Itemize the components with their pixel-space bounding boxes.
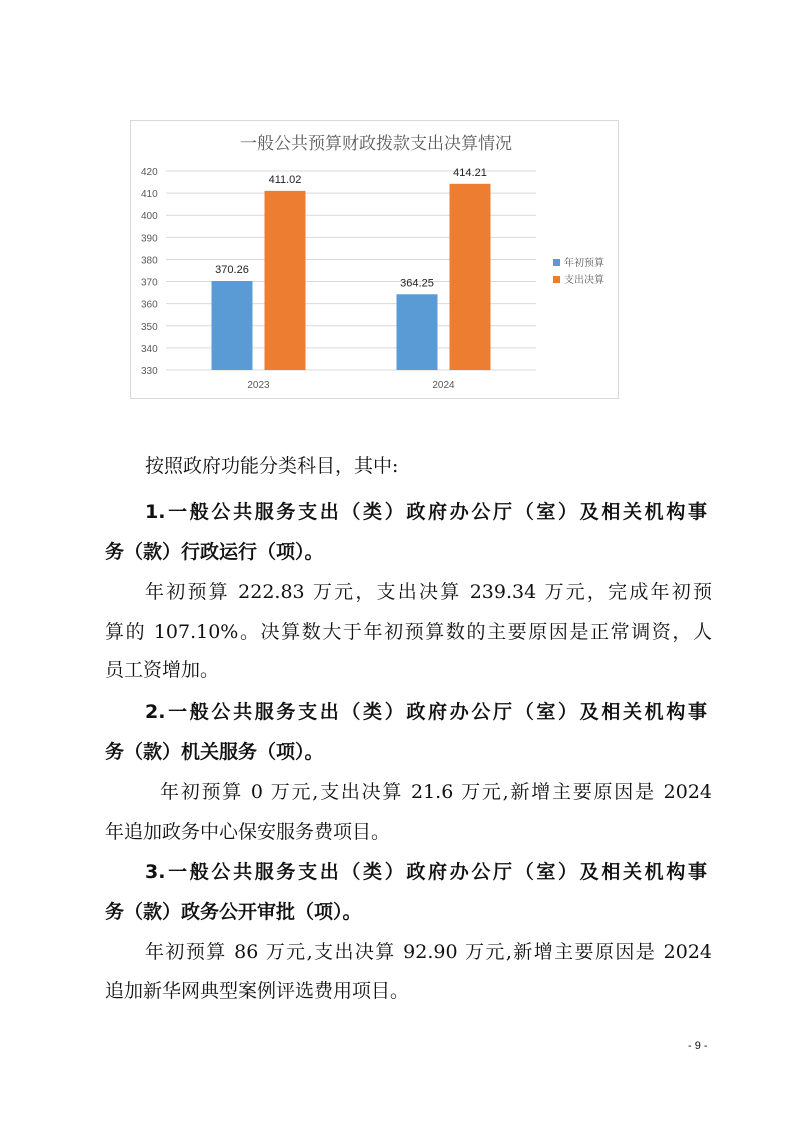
y-tick-label: 370 (141, 277, 158, 289)
section-heading-line: 2.一般公共服务支出（类）政府办公厅（室）及相关机构事 (145, 701, 707, 723)
y-tick-label: 360 (141, 299, 158, 311)
y-tick-label: 330 (141, 366, 158, 377)
section-heading-line: 3.一般公共服务支出（类）政府办公厅（室）及相关机构事 (145, 861, 707, 883)
section-heading-line: 务（款）行政运行（项）。 (105, 541, 324, 563)
paragraph-line: 员工资增加。 (105, 659, 220, 681)
y-tick-label: 380 (141, 255, 158, 267)
legend-label: 年初预算 (564, 258, 604, 269)
bar-actual-2024 (450, 184, 491, 370)
section-heading-line: 1.一般公共服务支出（类）政府办公厅（室）及相关机构事 (145, 501, 707, 523)
legend-swatch (553, 259, 560, 266)
data-label: 364.25 (400, 277, 434, 290)
section-heading-line: 务（款）政务公开审批（项）。 (105, 901, 362, 923)
paragraph-line: 年初预算 222.83 万元，支出决算 239.34 万元，完成年初预 (145, 581, 712, 603)
y-tick-label: 340 (141, 343, 158, 355)
y-tick-label: 420 (141, 167, 158, 178)
bar-chart (130, 120, 619, 399)
paragraph-line: 按照政府功能分类科目，其中: (145, 455, 399, 477)
data-label: 414.21 (453, 166, 487, 179)
bar-budget-2024 (397, 294, 438, 370)
bar-actual-2023 (265, 191, 306, 370)
page-number: - 9 - (688, 1040, 708, 1052)
x-tick-label: 2024 (432, 380, 455, 391)
y-tick-label: 400 (141, 211, 158, 223)
paragraph-line: 算的 107.10%。决算数大于年初预算数的主要原因是正常调资，人 (105, 621, 712, 643)
section-heading-line: 务（款）机关服务（项）。 (105, 741, 324, 763)
x-tick-label: 2023 (247, 380, 270, 391)
bar-budget-2023 (212, 281, 253, 370)
chart-title: 一般公共预算财政拨款支出决算情况 (240, 134, 512, 154)
legend-label: 支出决算 (564, 275, 604, 286)
paragraph-line: 追加新华网典型案例评选费用项目。 (105, 980, 410, 1002)
y-tick-label: 350 (141, 321, 158, 333)
data-label: 370.26 (215, 263, 249, 276)
data-label: 411.02 (268, 173, 302, 186)
y-tick-label: 390 (141, 233, 158, 245)
y-tick-label: 410 (141, 189, 158, 201)
paragraph-line: 年初预算 0 万元,支出决算 21.6 万元,新增主要原因是 2024 (160, 781, 712, 803)
legend-swatch (553, 276, 560, 283)
paragraph-line: 年初预算 86 万元,支出决算 92.90 万元,新增主要原因是 2024 (145, 941, 712, 963)
paragraph-line: 年追加政务中心保安服务费项目。 (105, 821, 391, 843)
chart-canvas (131, 121, 620, 400)
